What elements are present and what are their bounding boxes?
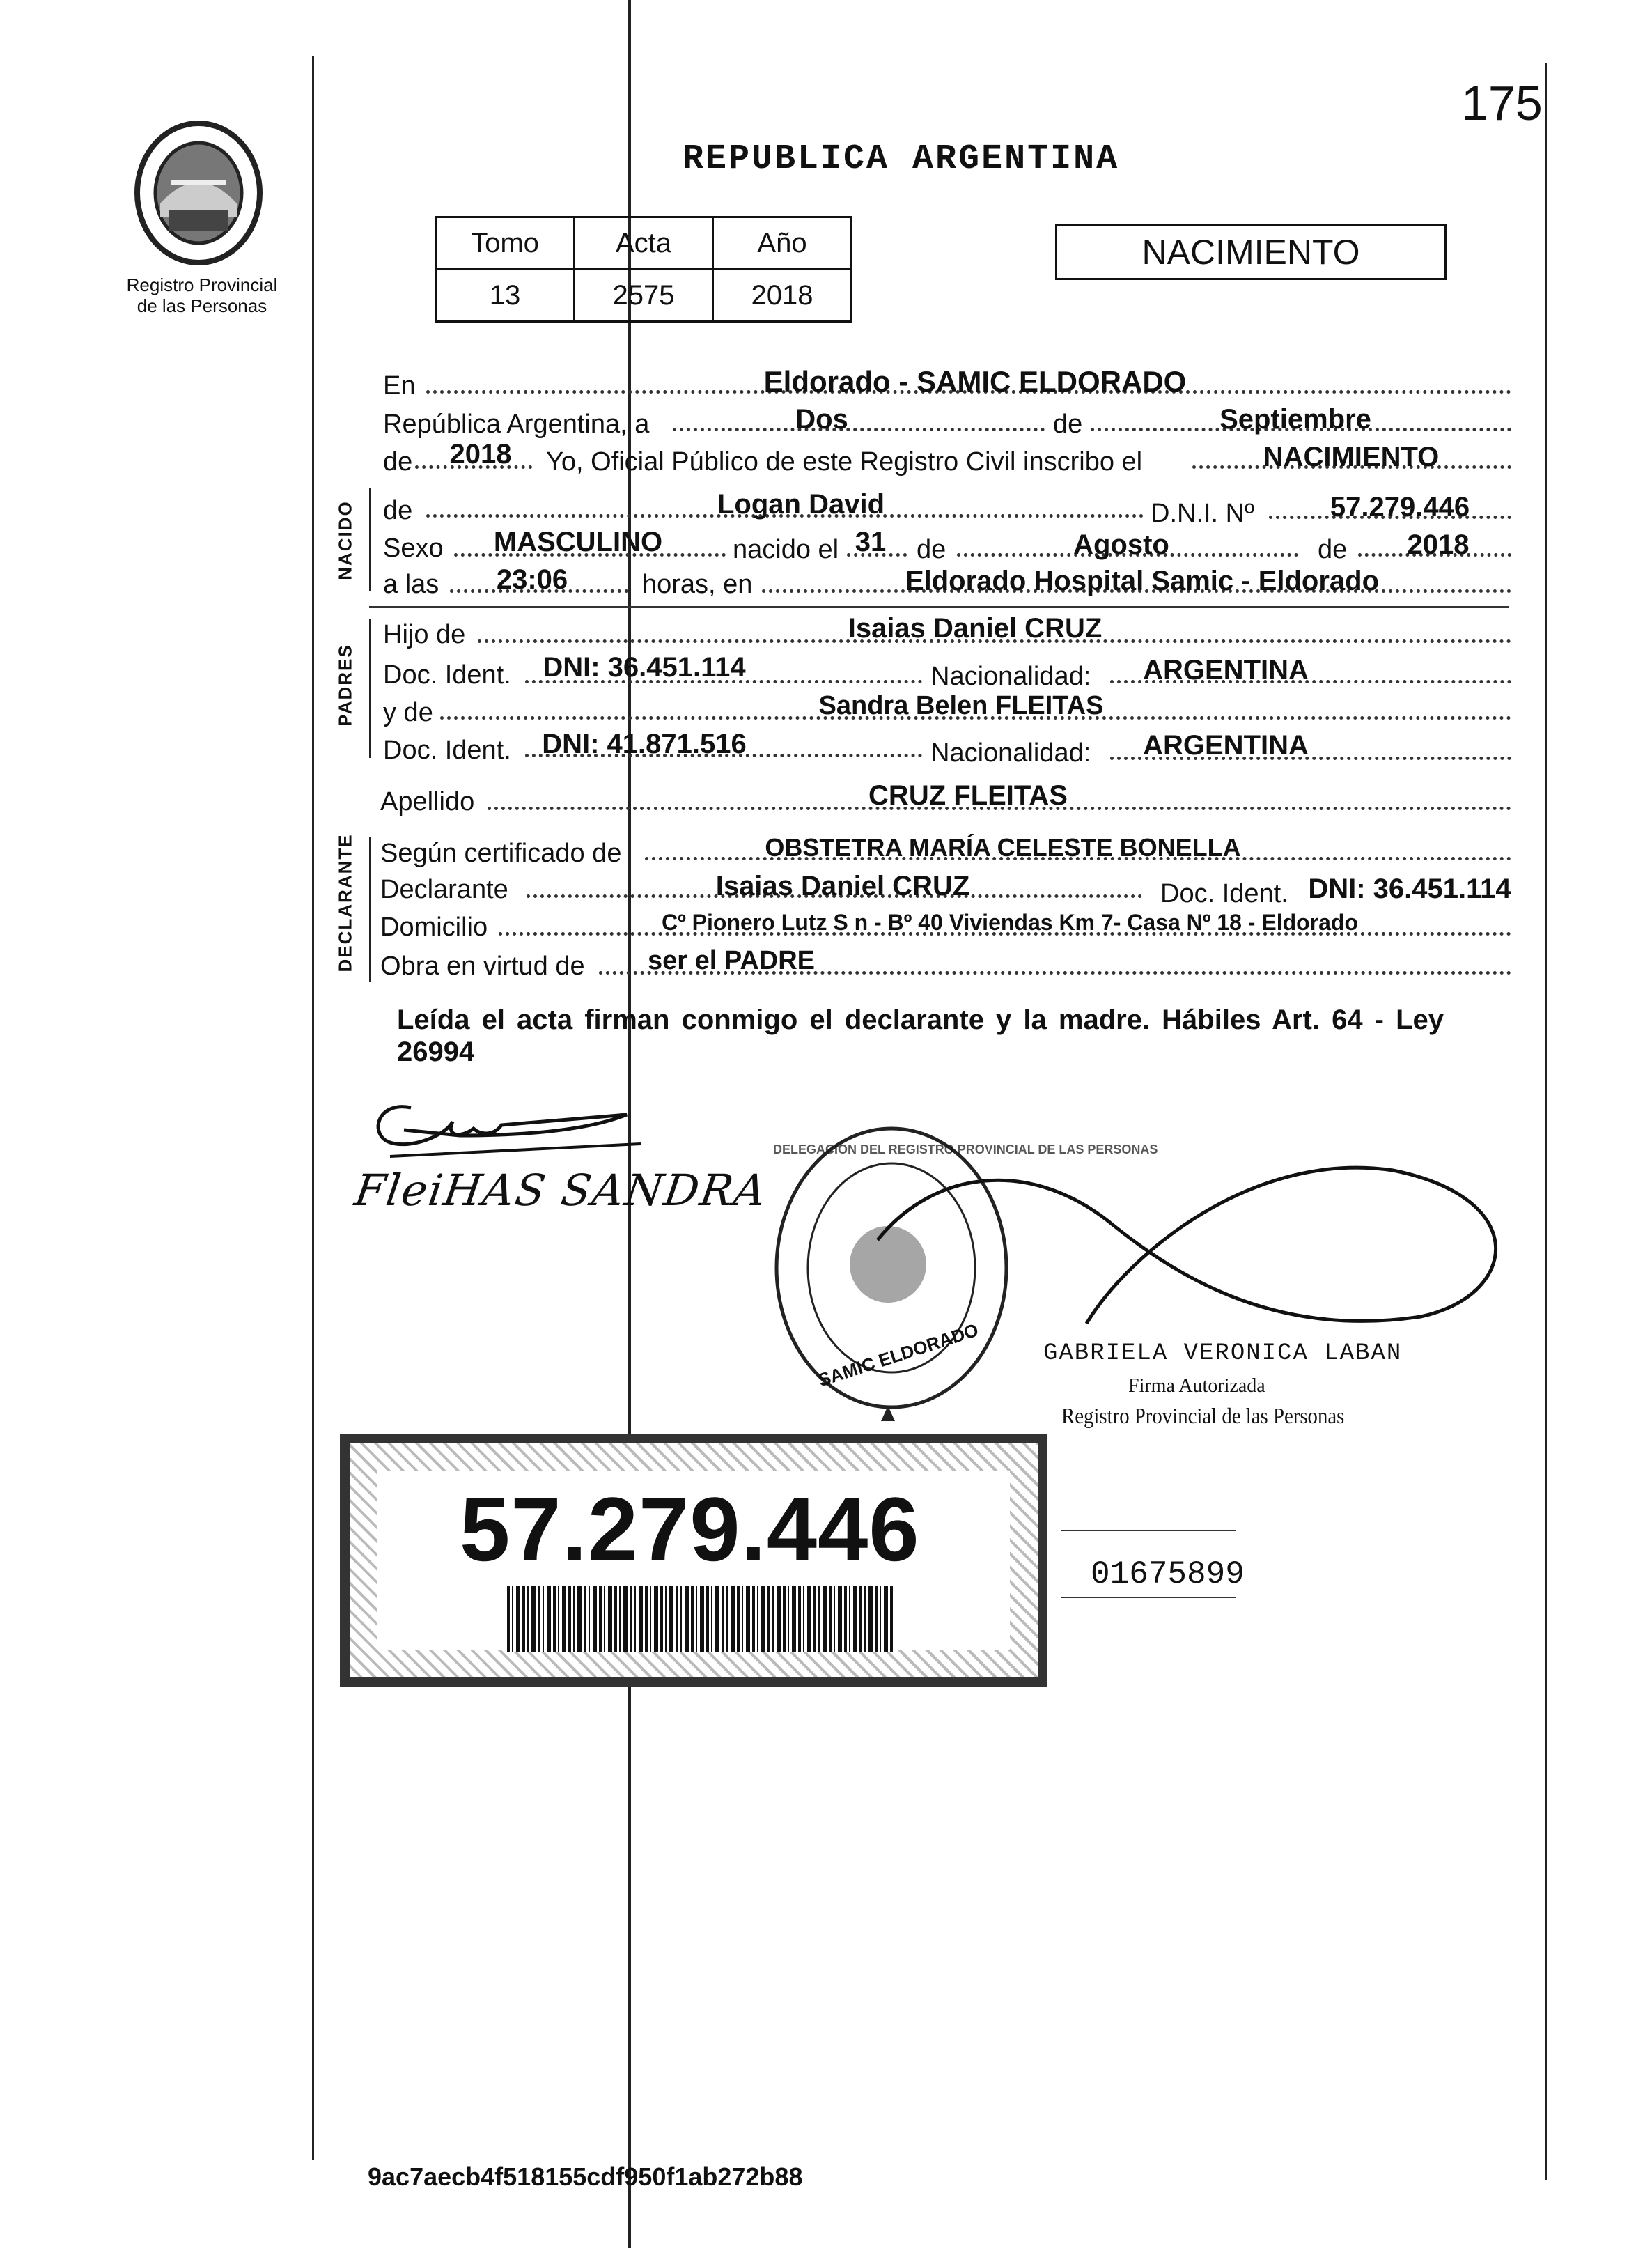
apellido-label: Apellido [380,787,475,816]
padre-doc-value: DNI: 36.451.114 [543,652,746,683]
yo-text: Yo, Oficial Público de este Registro Civil inscribo el [546,447,1143,476]
barcode [507,1586,893,1652]
left-margin-line [312,56,314,2160]
control-number-top-line [1061,1530,1236,1531]
lugar-nac-value: Eldorado Hospital Samic - Eldorado [905,566,1380,596]
padre-nac-value: ARGENTINA [1143,655,1309,685]
domicilio-value: Cº Pionero Lutz S n - Bº 40 Viviendas Km 7- Casa Nº 18 - Eldorado [661,910,1359,935]
obra-label: Obra en virtud de [380,952,585,981]
hijo-de-label: Hijo de [383,620,466,649]
lugar-value: Eldorado - SAMIC ELDORADO [763,365,1187,398]
madre-nac-label: Nacionalidad: [930,738,1091,768]
segun-label: Según certificado de [380,839,622,868]
registry-name-line1: Registro Provincial [126,274,278,295]
horas-en-label: horas, en [642,570,753,599]
declarante-doc-label: Doc. Ident. [1160,879,1288,908]
seal-text: DELEGACION DEL REGISTRO PROVINCIAL DE LAS PERSONAS [773,1142,1158,1156]
padre-value: Isaias Daniel CRUZ [848,613,1102,644]
sexo-label: Sexo [383,534,444,563]
nacido-label: NACIDO [334,500,356,580]
official-role: Firma Autorizada [1128,1375,1265,1397]
declarante-label-text: Declarante [380,875,508,904]
de-nombre-label: de [383,496,413,525]
sticker-dni-number: 57.279.446 [460,1478,920,1580]
nac-mes-value: Agosto [1073,529,1169,560]
tomo-value: 13 [436,270,575,322]
province-seal-logo [132,120,265,273]
nacido-separator [369,606,1509,608]
hora-value: 23:06 [496,564,568,595]
country-title: REPUBLICA ARGENTINA [683,139,1120,179]
nacido-bracket [369,488,371,591]
declarante-value: Isaias Daniel CRUZ [715,871,970,901]
declarante-label: DECLARANTE [334,833,356,972]
madre-handwritten-signature: FleiHAS SANDRA [351,1165,771,1216]
mes-value: Septiembre [1219,404,1371,435]
nac-de-anio-label: de [1318,535,1348,564]
declarante-signature [362,1087,655,1163]
madre-doc-label: Doc. Ident. [383,736,511,765]
madre-value: Sandra Belen FLEITAS [818,691,1104,720]
de-anio-label: de [383,447,413,476]
seal-center: SAMIC ELDORADO [816,1319,981,1391]
anio-header: Año [713,217,852,270]
acta-header: Acta [575,217,713,270]
control-number: 01675899 [1091,1556,1245,1592]
nac-de-mes-label: de [917,535,946,564]
madre-nac-value: ARGENTINA [1143,730,1309,761]
nacido-el-label: nacido el [733,535,839,564]
tomo-header: Tomo [436,217,575,270]
official-registry: Registro Provincial de las Personas [1061,1403,1345,1428]
anio-value: 2018 [713,270,852,322]
declarante-doc-value: DNI: 36.451.114 [1308,874,1511,904]
en-label: En [383,371,416,401]
leida-line2: 26994 [397,1037,475,1067]
registry-name-line2: de las Personas [137,295,267,316]
footer-hash: 9ac7aecb4f518155cdf950f1ab272b88 [368,2162,803,2191]
leida-line1: Leída el acta firman conmigo el declarante y la madre. Hábiles Art. 64 - Ley [397,1005,1444,1035]
page-number: 175 [1461,76,1543,130]
apellido-value: CRUZ FLEITAS [868,780,1068,811]
acto-value: NACIMIENTO [1263,442,1440,472]
dni-value: 57.279.446 [1330,492,1470,522]
declarante-bracket [369,837,371,982]
dni-label: D.N.I. Nº [1151,499,1254,528]
nombre-value: Logan David [717,489,885,520]
republica-label: República Argentina, a [383,410,650,439]
dia-value: Dos [795,404,848,435]
sexo-value: MASCULINO [493,527,663,557]
domicilio-label: Domicilio [380,913,488,942]
official-signature [864,1142,1546,1365]
obra-value: ser el PADRE [647,946,816,975]
a-las-label: a las [383,570,439,599]
right-margin-line [1545,63,1547,2180]
acta-value: 2575 [575,270,713,322]
padres-bracket [369,619,371,758]
nac-anio-value: 2018 [1407,529,1470,560]
control-number-underline [1061,1597,1236,1598]
record-type: NACIMIENTO [1141,233,1360,272]
padres-label: PADRES [334,644,356,727]
padre-nac-label: Nacionalidad: [930,662,1091,691]
madre-doc-value: DNI: 41.871.516 [542,729,747,759]
y-de-label: y de [383,698,433,727]
official-name: GABRIELA VERONICA LABAN [1043,1340,1403,1367]
volume-table [435,216,852,323]
nac-dia-value: 31 [855,527,887,557]
padre-doc-label: Doc. Ident. [383,660,511,690]
certificado-value: OBSTETRA MARÍA CELESTE BONELLA [765,833,1241,862]
de-mes-label: de [1053,410,1083,439]
record-type-box [1055,224,1447,280]
anio-value: 2018 [449,439,512,470]
